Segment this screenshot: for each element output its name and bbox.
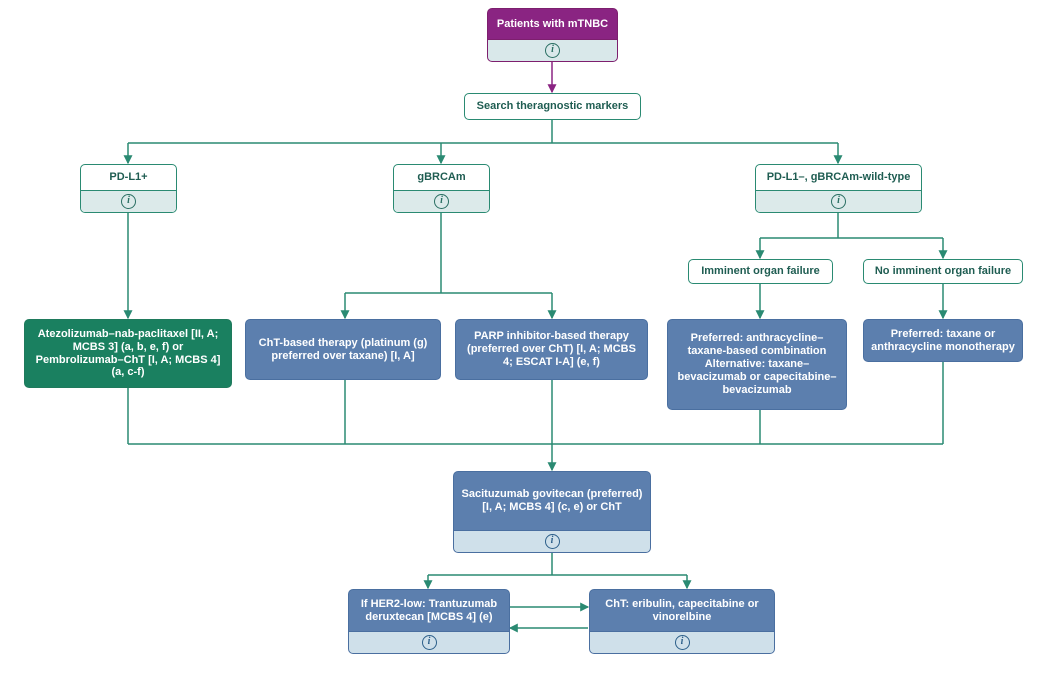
node-label: Preferred: taxane or anthracycline monotherapy — [871, 327, 1015, 353]
node-search-theragnostic-markers[interactable] — [464, 93, 641, 120]
node-parp-inhibitor-therapy[interactable] — [455, 319, 648, 380]
node-label: Preferred: anthracycline–taxane-based combination Alternative: taxane–bevacizumab or capecitabine–bevacizumab — [677, 332, 837, 396]
node-imminent-organ-failure[interactable] — [688, 259, 833, 284]
info-bar[interactable] — [454, 530, 650, 552]
info-icon[interactable]: i — [422, 635, 437, 650]
node-label: If HER2-low: Trantuzumab deruxtecan [MCBS 4] (e) — [360, 597, 498, 623]
node-label: PARP inhibitor-based therapy (preferred over ChT) [I, A; MCBS 4; ESCAT I-A] (e, f) — [467, 330, 636, 368]
node-label: ChT-based therapy (platinum (g) preferred over taxane) [I, A] — [258, 336, 428, 362]
node-cht-eribulin-capecitabine-vinorelbine[interactable] — [589, 589, 775, 654]
node-pd-l1-negative-gbrcam-wild-type[interactable] — [755, 164, 922, 213]
node-label: Atezolizumab–nab-paclitaxel [II, A; MCBS 3] (a, b, e, f) or Pembrolizumab–ChT [I, A; MCBS 4] (a, c-f) — [35, 327, 221, 379]
node-sacituzumab-govitecan[interactable] — [453, 471, 651, 553]
info-bar[interactable] — [488, 39, 617, 61]
node-patients-with-mtnbc[interactable] — [487, 8, 618, 62]
node-taxane-anthracycline-monotherapy[interactable] — [863, 319, 1023, 362]
node-label: ChT: eribulin, capecitabine or vinorelbine — [605, 597, 759, 623]
info-icon[interactable]: i — [675, 635, 690, 650]
node-atezolizumab-pembrolizumab[interactable] — [24, 319, 232, 388]
node-anthracycline-taxane-combination[interactable] — [667, 319, 847, 410]
info-bar[interactable] — [756, 190, 921, 212]
info-bar[interactable] — [349, 631, 509, 653]
node-label: gBRCAm — [417, 171, 466, 184]
node-label: Patients with mTNBC — [496, 17, 609, 30]
info-icon[interactable]: i — [831, 194, 846, 209]
info-icon[interactable]: i — [121, 194, 136, 209]
node-pd-l1-positive[interactable] — [80, 164, 177, 213]
node-label: Search theragnostic markers — [476, 100, 629, 113]
info-icon[interactable]: i — [545, 43, 560, 58]
info-icon[interactable]: i — [545, 534, 560, 549]
node-cht-based-therapy[interactable] — [245, 319, 441, 380]
node-label: Sacituzumab govitecan (preferred) [I, A; MCBS 4] (c, e) or ChT — [461, 488, 643, 513]
node-gbrcam[interactable] — [393, 164, 490, 213]
node-no-imminent-organ-failure[interactable] — [863, 259, 1023, 284]
node-label: Imminent organ failure — [701, 265, 820, 278]
info-icon[interactable]: i — [434, 194, 449, 209]
info-bar[interactable] — [590, 631, 774, 653]
node-label: PD-L1+ — [109, 171, 148, 184]
node-label: PD-L1–, gBRCAm-wild-type — [766, 171, 911, 184]
info-bar[interactable] — [81, 190, 176, 212]
node-label: No imminent organ failure — [874, 265, 1012, 278]
node-her2-low-trastuzumab-deruxtecan[interactable] — [348, 589, 510, 654]
info-bar[interactable] — [394, 190, 489, 212]
